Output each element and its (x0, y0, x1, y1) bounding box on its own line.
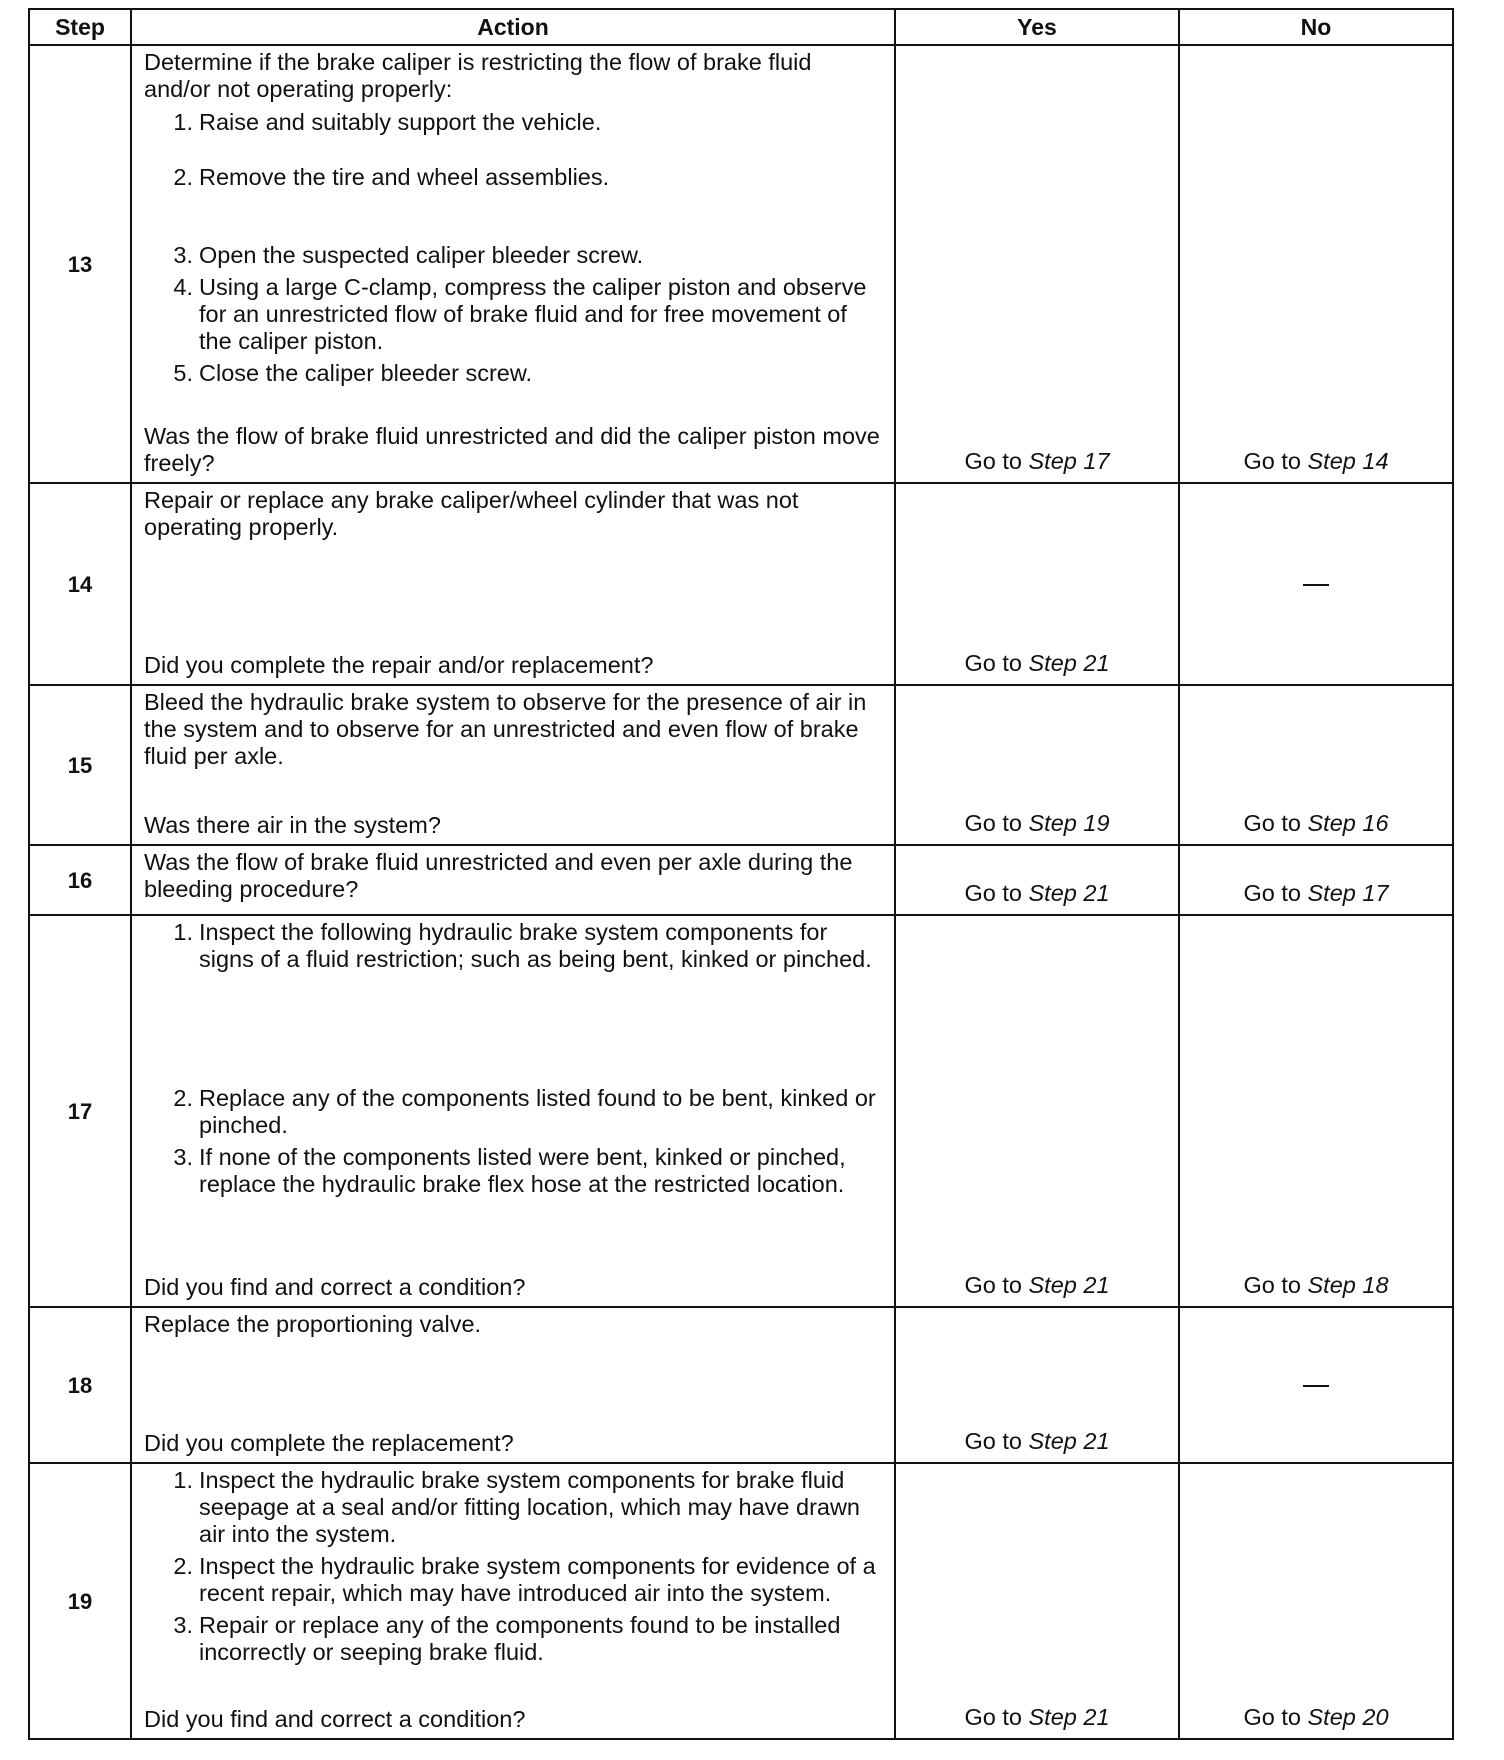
list-item: 4. Using a large C-clamp, compress the caliper piston and observe for an unrestricted flow of brake fluid and for free movement of the caliper piston. (173, 274, 867, 354)
action-list (144, 1467, 882, 1666)
no-cell: Go to Step 20 (1179, 1463, 1453, 1739)
header-action: Action (131, 9, 895, 45)
action-cell (131, 845, 895, 915)
no-cell (1179, 1307, 1453, 1463)
header-no: No (1179, 9, 1453, 45)
action-question: Was there air in the system? (144, 812, 441, 838)
step-number: 19 (29, 1463, 131, 1739)
list-item: 3. Open the suspected caliper bleeder screw. (173, 242, 644, 268)
diagnostic-table (28, 8, 1454, 1740)
table-row (29, 1463, 1453, 1739)
action-cell (131, 915, 895, 1307)
list-item: 2. Replace any of the components listed found to be bent, kinked or pinched. (173, 1085, 876, 1138)
action-question: Did you complete the replacement? (144, 1430, 514, 1456)
action-cell (131, 483, 895, 685)
list-item: 1. Inspect the following hydraulic brake system components for signs of a fluid restriction; such as being bent, kinked or pinched. (173, 919, 872, 972)
dash-mark (1303, 584, 1329, 586)
step-number: 15 (29, 685, 131, 845)
step-number: 17 (29, 915, 131, 1307)
action-intro: Repair or replace any brake caliper/wheel cylinder that was not operating properly. (144, 487, 799, 540)
dash-mark (1303, 1385, 1329, 1387)
list-item: 2. Remove the tire and wheel assemblies. (173, 164, 610, 190)
step-number: 16 (29, 845, 131, 915)
no-cell: Go to Step 16 (1179, 685, 1453, 845)
step-number: 14 (29, 483, 131, 685)
header-row (29, 9, 1453, 45)
table-row (29, 45, 1453, 483)
no-cell (1179, 483, 1453, 685)
action-list (144, 919, 882, 1198)
action-cell (131, 685, 895, 845)
no-cell: Go to Step 17 (1179, 845, 1453, 915)
list-item: 1. Inspect the hydraulic brake system components for brake fluid seepage at a seal and/or fitting location, which may have drawn air into the system. (173, 1467, 861, 1547)
list-item: 3. If none of the components listed were bent, kinked or pinched, replace the hydraulic brake flex hose at the restricted location. (173, 1144, 846, 1197)
table-row (29, 915, 1453, 1307)
yes-cell: Go to Step 19 (895, 685, 1179, 845)
list-item: 5. Close the caliper bleeder screw. (173, 360, 533, 386)
action-intro: Replace the proportioning valve. (144, 1311, 482, 1337)
table-row (29, 685, 1453, 845)
action-cell (131, 1463, 895, 1739)
yes-cell: Go to Step 17 (895, 45, 1179, 483)
step-number: 13 (29, 45, 131, 483)
no-cell: Go to Step 14 (1179, 45, 1453, 483)
list-item: 1. Raise and suitably support the vehicle. (173, 109, 602, 135)
header-step: Step (29, 9, 131, 45)
table-row (29, 1307, 1453, 1463)
action-intro: Determine if the brake caliper is restricting the flow of brake fluid and/or not operating properly: (144, 49, 812, 102)
action-cell (131, 1307, 895, 1463)
step-number: 18 (29, 1307, 131, 1463)
action-question: Did you find and correct a condition? (144, 1706, 526, 1732)
action-question: Did you find and correct a condition? (144, 1274, 526, 1300)
table-row (29, 483, 1453, 685)
table-row (29, 845, 1453, 915)
yes-cell: Go to Step 21 (895, 845, 1179, 915)
yes-cell: Go to Step 21 (895, 483, 1179, 685)
action-question: Was the flow of brake fluid unrestricted and even per axle during the bleeding procedure? (144, 849, 853, 902)
list-item: 2. Inspect the hydraulic brake system components for evidence of a recent repair, which may have introduced air into the system. (173, 1553, 876, 1606)
action-cell (131, 45, 895, 483)
header-yes: Yes (895, 9, 1179, 45)
action-question: Was the flow of brake fluid unrestricted and did the caliper piston move freely? (144, 423, 880, 476)
no-cell: Go to Step 18 (1179, 915, 1453, 1307)
yes-cell: Go to Step 21 (895, 1307, 1179, 1463)
action-list (144, 103, 882, 387)
action-intro: Bleed the hydraulic brake system to observe for the presence of air in the system and to observe for an unrestricted and even flow of brake fluid per axle. (144, 689, 867, 769)
action-question: Did you complete the repair and/or replacement? (144, 652, 654, 678)
list-item: 3. Repair or replace any of the components found to be installed incorrectly or seeping brake fluid. (173, 1612, 841, 1665)
yes-cell: Go to Step 21 (895, 1463, 1179, 1739)
yes-cell: Go to Step 21 (895, 915, 1179, 1307)
